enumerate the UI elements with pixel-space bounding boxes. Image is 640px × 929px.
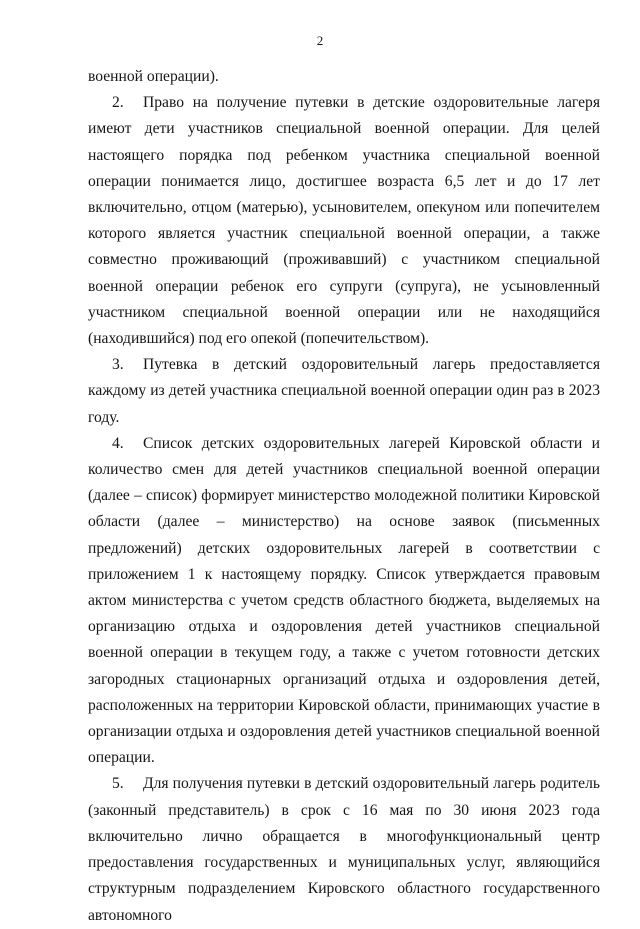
paragraph-number: 4.	[112, 434, 124, 452]
paragraph-2	[88, 90, 600, 352]
paragraph-text: Список детских оздоровительных лагерей Кировской области и количество смен для детей участников специальной военной операции (далее – список) формирует министерство молодежной политики Кировской области (далее – министерство) на основе заявок (письменных предложений) детских оздоровительных лагерей в соответствии с приложением 1 к настоящему порядку. Список утверждается правовым актом министерства с учетом средств областного бюджета, выделяемых на организацию отдыха и оздоровления детей участников специальной военной операции в текущем году, а также с учетом готовности детских загородных стационарных организаций отдыха и оздоровления детей, расположенных на территории Кировской области, принимающих участие в организации отдыха и оздоровления детей участников специальной военной операции.	[88, 434, 600, 767]
continuation-line: военной операции).	[88, 68, 219, 85]
paragraph-3	[88, 352, 600, 431]
paragraph-5	[88, 771, 600, 928]
paragraph-text: Путевка в детский оздоровительный лагерь предоставляется каждому из детей участника специальной военной операции один раз в 2023 году.	[88, 356, 600, 426]
page-number: 2	[316, 33, 324, 48]
paragraph-text: Право на получение путевки в детские оздоровительные лагеря имеют дети участников специальной военной операции. Для целей настоящего порядка под ребенком участника специальной военной операции понимается лицо, достигшее возраста 6,5 лет и до 17 лет включительно, отцом (матерью), усыновителем, опекуном или попечителем которого является участник специальной военной операции, а также совместно проживающий (проживавший) с участником специальной военной операции ребенок его супруги (супруга), не усыновленный участником специальной военной операции или не находящийся (находившийся) под его опекой (попечительством).	[88, 94, 600, 348]
paragraph-number: 3.	[112, 356, 124, 374]
paragraph-4	[88, 431, 600, 772]
paragraph-text: Для получения путевки в детский оздоровительный лагерь родитель (законный представитель) в срок с 16 мая по 30 июня 2023 года включительно лично обращается в многофункциональный центр предоставления государственных и муниципальных услуг, являющийся структурным подразделением Кировского областного государственного автономного	[88, 775, 600, 924]
document-body	[88, 64, 600, 929]
paragraph-number: 2.	[112, 94, 124, 112]
paragraph-number: 5.	[112, 775, 124, 793]
